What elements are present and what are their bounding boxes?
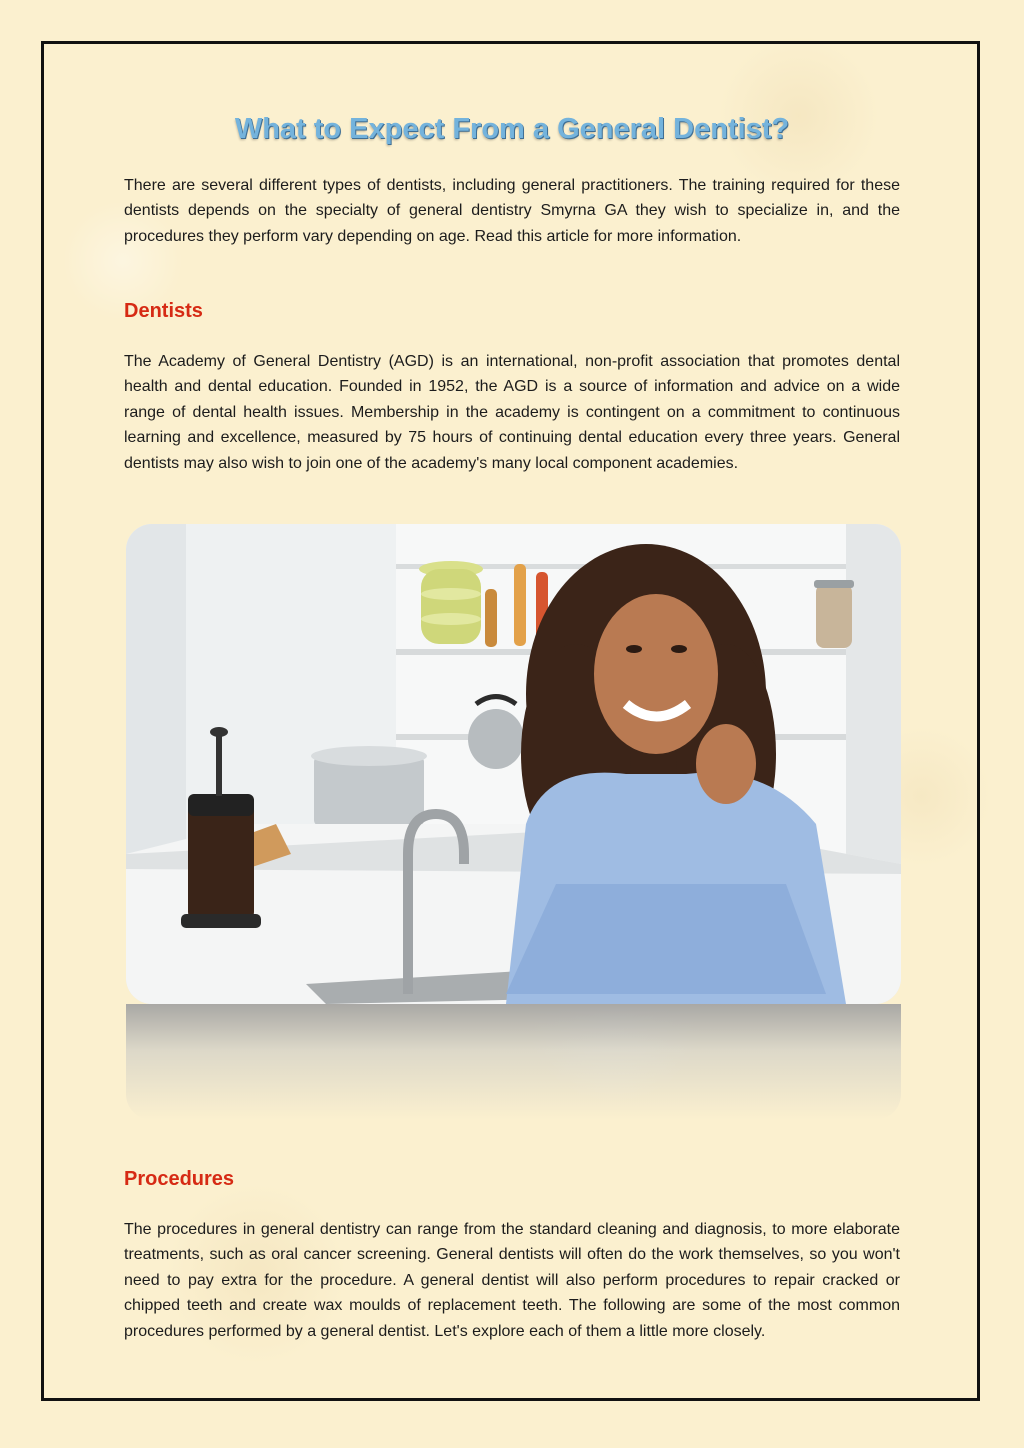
photo-reflection: [126, 1004, 901, 1120]
intro-paragraph: There are several different types of dentists, including general practitioners. The training required for these dentists depends on the specialty of general dentistry Smyrna GA they wish to specialize in, and the procedures they perform vary depending on age. Read this article for more information.: [124, 177, 900, 245]
section-body-procedures: The procedures in general dentistry can range from the standard cleaning and diagnosis, to more elaborate treatments, such as oral cancer screening. General dentists will often do the work themselves, so you won't need to pay extra for the procedure. A general dentist will also perform procedures to repair cracked or chipped teeth and create wax moulds of replacement teeth. The following are some of the most common procedures performed by a general dentist. Let's explore each of them a little more closely.: [124, 1221, 900, 1340]
section-body-dentists: The Academy of General Dentistry (AGD) is an international, non-profit association that promotes dental health and dental education. Founded in 1952, the AGD is a source of information and advice on a wide range of dental health issues. Membership in the academy is contingent on a commitment to continuous learning and excellence, measured by 75 hours of continuing dental education every three years. General dentists may also wish to join one of the academy's many local component academies.: [124, 353, 900, 472]
document-title: What to Expect From a General Dentist?: [234, 113, 790, 145]
section-heading-dentists: Dentists: [124, 300, 203, 322]
smiling-woman-kitchen-photo: [126, 524, 901, 1004]
section-heading-procedures: Procedures: [124, 1168, 235, 1190]
